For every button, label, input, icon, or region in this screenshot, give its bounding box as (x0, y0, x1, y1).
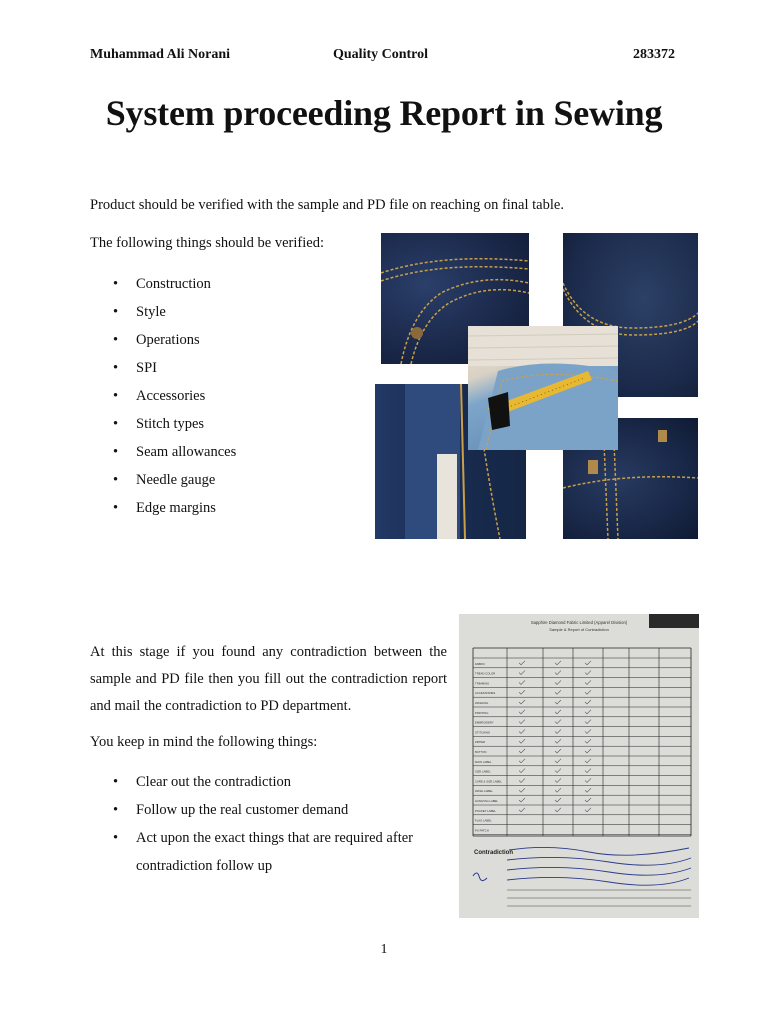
page-number: 1 (380, 942, 388, 957)
keep-in-mind-item: • Follow up the real customer demand (90, 796, 447, 824)
form-row-label: ACCESSORIES (475, 691, 496, 696)
form-row-label: CARE & SIZE LABEL (475, 779, 502, 784)
header-author: Muhammad Ali Norani (90, 47, 231, 62)
form-company: Sapphire Diamond Fabric Limited (Apparel Division) (530, 620, 628, 625)
verify-list (90, 270, 350, 522)
page-title: System proceeding Report in Sewing (105, 93, 663, 133)
verify-list-item: • Accessories (90, 382, 350, 410)
verify-list-item: • Seam allowances (90, 438, 350, 466)
keep-in-mind-item: • Act upon the exact things that are required after contradiction follow up (90, 824, 447, 880)
contradiction-paragraph: At this stage if you found any contradiction between the sample and PD file then you fill out the contradiction report and mail the contradiction to PD department. (90, 644, 447, 714)
form-row-label: PU PATCH (475, 828, 489, 833)
verify-list-item: • Edge margins (90, 494, 350, 522)
jeans-measuring-photo (468, 326, 618, 450)
keep-in-mind-lead: You keep in mind the following things: (90, 734, 318, 750)
form-row-label: HANGTAG LABEL (475, 799, 499, 803)
verify-lead: The following things should be verified: (90, 235, 324, 251)
form-row-label: TREAD COLOR (475, 671, 496, 676)
form-row-label: PRINTING (475, 710, 489, 715)
header-department: Quality Control (333, 47, 429, 62)
intro-paragraph: Product should be verified with the sample and PD file on reaching on final table. (90, 197, 564, 213)
form-row-label: BUTTON (475, 750, 487, 754)
form-row-label: FLAG LABEL (475, 818, 492, 823)
form-row-label: WASHING (475, 701, 489, 705)
form-row-label: TRIMMING (475, 681, 490, 686)
verify-list-item: • Stitch types (90, 410, 350, 438)
form-row-label: POCKET LABEL (475, 808, 496, 813)
verify-list-item: • SPI (90, 354, 350, 382)
verify-list-item: • Operations (90, 326, 350, 354)
form-row-label: SIZE LABEL (475, 769, 491, 774)
form-contradiction-label: Contradiction (474, 850, 513, 856)
form-row-label: STITCHING (475, 730, 491, 735)
keep-in-mind-item: • Clear out the contradiction (90, 768, 447, 796)
keep-in-mind-list (90, 768, 447, 880)
verify-list-item: • Style (90, 298, 350, 326)
form-row-label: MAIN LABEL (475, 759, 492, 764)
header-id: 283372 (633, 47, 675, 62)
verify-list-item: • Needle gauge (90, 466, 350, 494)
form-row-label: EMBROIDERY (475, 720, 494, 725)
contradiction-form-photo (459, 614, 699, 918)
verify-list-item: • Construction (90, 270, 350, 298)
form-row-label: WASH LABEL (475, 789, 493, 794)
form-row-label: ZIPPER (475, 740, 486, 745)
form-subtitle: Sample & Report of Contradiction (549, 627, 609, 632)
form-row-label: FABRIC (475, 661, 486, 666)
